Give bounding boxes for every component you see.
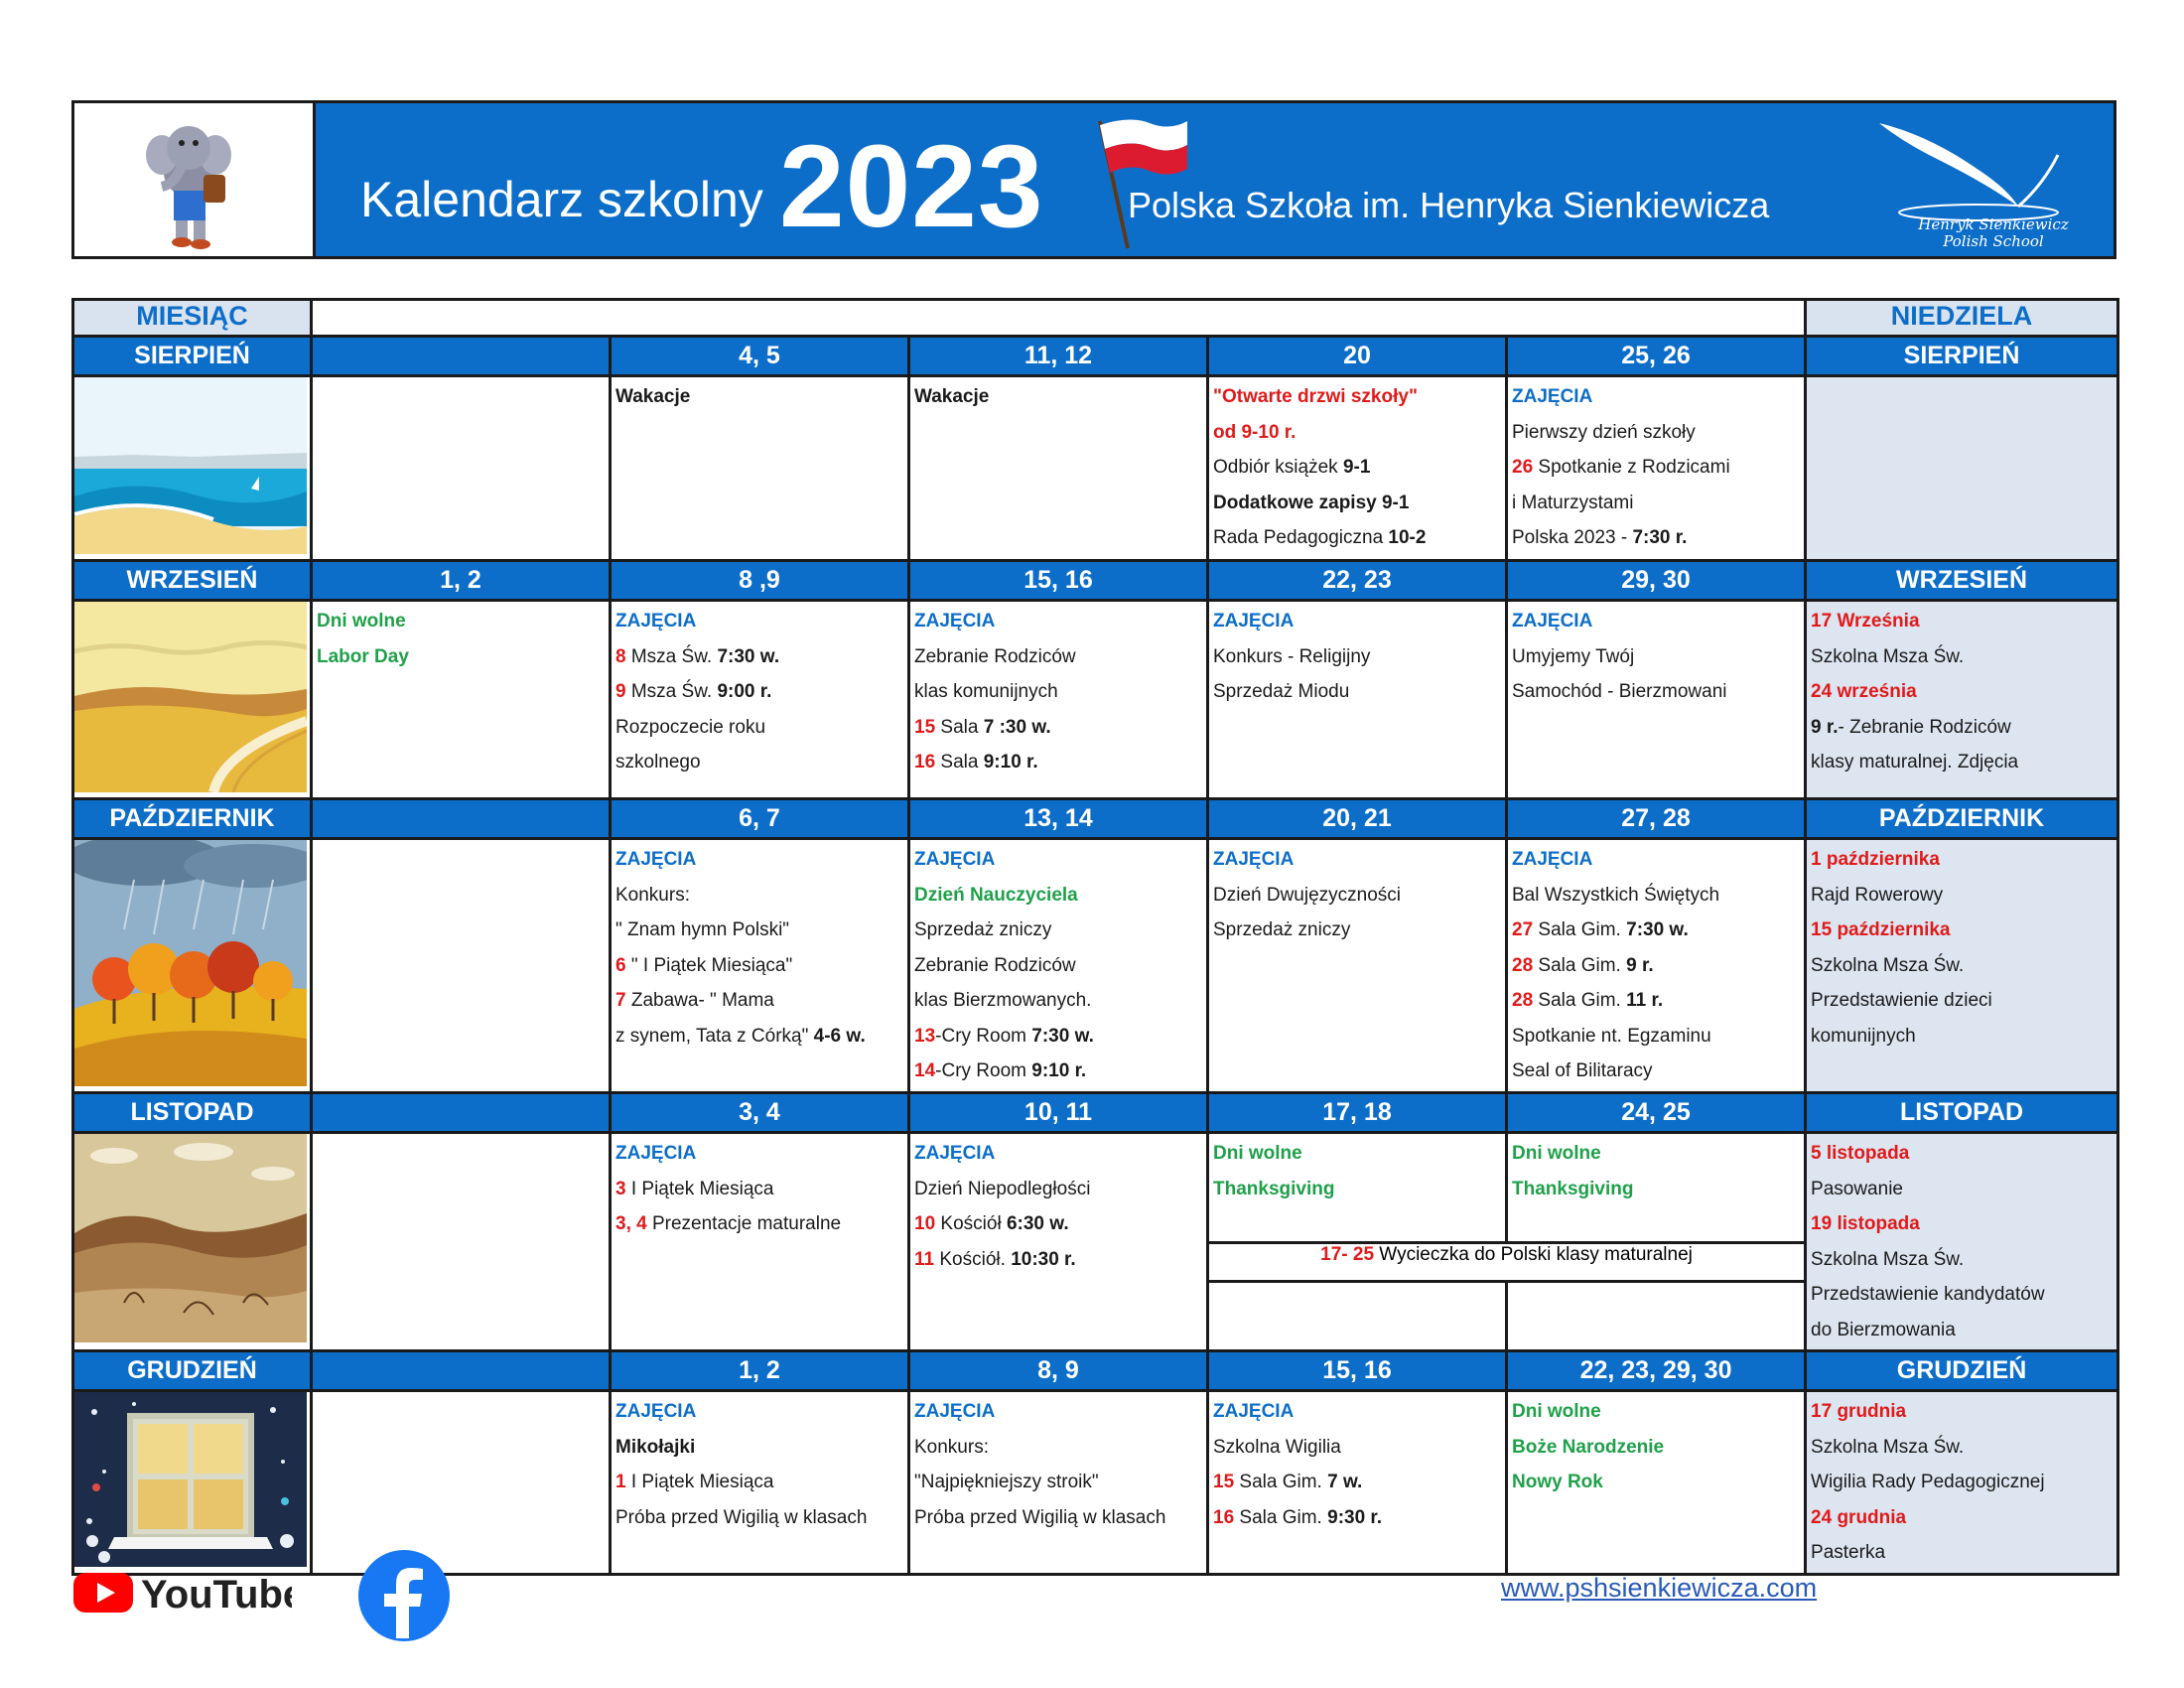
autumn-trees-illustration <box>73 839 312 1093</box>
event-line: Przedstawienie kandydatów <box>1811 1284 2045 1305</box>
event-line: z synem, Tata z Córką" 4-6 w. <box>615 1025 866 1047</box>
event-line: 16 Sala Gim. 9:30 r. <box>1213 1506 1383 1528</box>
school-name: Polska Szkoła im. Henryka Sienkiewicza <box>1128 185 1770 225</box>
calendar-year: 2023 <box>779 121 1044 252</box>
autumn-field-illustration <box>73 601 312 799</box>
event-line: 19 listopada <box>1811 1213 1920 1234</box>
sunday-cell <box>1806 1391 2118 1575</box>
week-cell <box>1208 1281 1507 1350</box>
event-line: ZAJĘCIA <box>1512 386 1593 407</box>
event-line: Labor Day <box>317 645 409 667</box>
week-dates: 25, 26 <box>1507 337 1806 376</box>
sunday-month-name: SIERPIEŃ <box>1806 337 2118 376</box>
sunday-cell <box>1806 601 2118 799</box>
event-line: 28 Sala Gim. 9 r. <box>1512 954 1654 976</box>
event-line: szkolnego <box>615 752 701 773</box>
event-line: Dodatkowe zapisy 9-1 <box>1213 492 1410 513</box>
facebook-icon[interactable] <box>357 1549 451 1642</box>
event-line: klas komunijnych <box>914 681 1058 702</box>
event-line: ZAJĘCIA <box>914 1143 996 1164</box>
week-cell <box>1507 376 1806 561</box>
calendar-title: Kalendarz szkolny <box>360 172 763 227</box>
event-line: do Bierzmowania <box>1811 1319 1956 1340</box>
week-cell <box>611 1133 909 1351</box>
event-line: Szkolna Wigilia <box>1213 1436 1341 1458</box>
week-cell <box>312 376 611 561</box>
event-line: 28 Sala Gim. 11 r. <box>1512 990 1664 1011</box>
week-dates: 6, 7 <box>611 799 909 839</box>
week-dates: 3, 4 <box>611 1093 909 1133</box>
event-line: 15 Sala Gim. 7 w. <box>1213 1472 1363 1492</box>
event-line: Samochód - Bierzmowani <box>1512 681 1727 702</box>
month-events-row <box>73 839 2118 1093</box>
event-line: Próba przed Wigilią w klasach <box>914 1506 1166 1528</box>
event-line: Konkurs - Religijny <box>1213 645 1371 667</box>
event-line: Mikołajki <box>615 1436 696 1458</box>
event-line: klas Bierzmowanych. <box>914 990 1092 1011</box>
event-line: 17 Września <box>1811 611 1920 632</box>
week-cell <box>1208 1391 1507 1575</box>
month-column-header: MIESIĄC <box>73 300 312 337</box>
event-line: "Najpiękniejszy stroik" <box>914 1472 1099 1492</box>
week-cell <box>1507 1281 1806 1350</box>
event-line: ZAJĘCIA <box>914 611 996 632</box>
week-dates <box>312 1351 611 1391</box>
event-line: 6 " I Piątek Miesiąca" <box>615 954 793 976</box>
event-line: Szkolna Msza Św. <box>1811 1248 1965 1270</box>
event-line: Zebranie Rodziców <box>914 645 1076 667</box>
week-cell <box>909 839 1208 1093</box>
event-line: Dni wolne <box>1512 1143 1601 1164</box>
week-cell <box>611 839 909 1093</box>
week-cell <box>909 601 1208 799</box>
week-dates: 22, 23, 29, 30 <box>1507 1351 1806 1391</box>
event-line: 3 I Piątek Miesiąca <box>615 1178 774 1199</box>
week-cell <box>611 601 909 799</box>
event-line: ZAJĘCIA <box>615 1143 697 1164</box>
event-line: 16 Sala 9:10 r. <box>914 752 1038 773</box>
event-line: Wigilia Rady Pedagogicznej <box>1811 1472 2045 1492</box>
sunday-month-name: LISTOPAD <box>1806 1093 2118 1133</box>
event-line: Konkurs: <box>914 1436 989 1458</box>
event-line: Dzień Nauczyciela <box>914 884 1078 906</box>
facebook-link[interactable] <box>357 1549 451 1647</box>
month-events-row <box>73 1133 2118 1243</box>
sunday-cell <box>1806 376 2118 561</box>
event-line: Wakacje <box>914 386 990 407</box>
event-line: 27 Sala Gim. 7:30 w. <box>1512 919 1689 940</box>
event-line: Dni wolne <box>317 611 406 632</box>
week-dates: 11, 12 <box>909 337 1208 376</box>
week-dates <box>312 799 611 839</box>
week-dates: 17, 18 <box>1208 1093 1507 1133</box>
event-line: ZAJĘCIA <box>615 1401 697 1422</box>
week-cell <box>312 601 611 799</box>
elephant-mascot-logo <box>74 103 316 256</box>
sunday-month-name: PAŹDZIERNIK <box>1806 799 2118 839</box>
school-logo-line2: Polish School <box>1943 232 2044 250</box>
event-line: ZAJĘCIA <box>1213 849 1295 870</box>
event-line: " Znam hymn Polski" <box>615 919 790 940</box>
event-line: Rajd Rowerowy <box>1811 884 1944 906</box>
youtube-wordmark: YouTube <box>141 1573 292 1617</box>
event-line: Szkolna Msza Św. <box>1811 954 1965 976</box>
event-line: "Otwarte drzwi szkoły" <box>1213 386 1418 407</box>
event-line: Konkurs: <box>615 884 690 906</box>
week-cell <box>1507 601 1806 799</box>
event-line: Wakacje <box>615 386 691 407</box>
event-line: Thanksgiving <box>1213 1178 1335 1199</box>
week-dates: 24, 25 <box>1507 1093 1806 1133</box>
month-header-row <box>73 337 2118 376</box>
event-line: 15 października <box>1811 919 1951 940</box>
event-line: Próba przed Wigilią w klasach <box>615 1506 868 1528</box>
week-cell <box>1208 1133 1507 1243</box>
event-line: Dni wolne <box>1512 1401 1601 1422</box>
event-line: 26 Spotkanie z Rodzicami <box>1512 457 1730 478</box>
month-header-row <box>73 1351 2118 1391</box>
event-line: 10 Kościół 6:30 w. <box>914 1213 1069 1234</box>
event-line: 11 Kościół. 10:30 r. <box>914 1248 1076 1270</box>
month-name: SIERPIEŃ <box>73 337 312 376</box>
week-dates: 1, 2 <box>312 561 611 601</box>
school-logo-line1: Henryk Sienkiewicz <box>1918 215 2069 233</box>
event-line: Sprzedaż Miodu <box>1213 681 1350 702</box>
event-line: Dni wolne <box>1213 1143 1302 1164</box>
event-line: ZAJĘCIA <box>1213 611 1295 632</box>
winter-window-illustration <box>73 1391 312 1575</box>
sunday-month-name: GRUDZIEŃ <box>1806 1351 2118 1391</box>
month-events-row <box>73 1391 2118 1575</box>
week-cell <box>909 376 1208 561</box>
week-cell <box>312 839 611 1093</box>
event-line: Pierwszy dzień szkoły <box>1512 421 1696 443</box>
event-line: Rada Pedagogiczna 10-2 <box>1213 527 1427 548</box>
week-dates: 22, 23 <box>1208 561 1507 601</box>
event-line: Sprzedaż zniczy <box>914 919 1052 940</box>
event-line: Dzień Niepodległości <box>914 1178 1091 1199</box>
week-cell <box>1507 1133 1806 1243</box>
summer-beach-illustration <box>73 376 312 561</box>
event-line: 14-Cry Room 9:10 r. <box>914 1060 1087 1081</box>
calendar-header <box>71 100 2116 259</box>
event-line: Spotkanie nt. Egzaminu <box>1512 1025 1711 1047</box>
event-line: Seal of Bilitaracy <box>1512 1060 1653 1081</box>
month-events-row <box>73 601 2118 799</box>
week-dates: 1, 2 <box>611 1351 909 1391</box>
week-dates: 20, 21 <box>1208 799 1507 839</box>
month-name: GRUDZIEŃ <box>73 1351 312 1391</box>
month-name: PAŹDZIERNIK <box>73 799 312 839</box>
week-cell <box>611 376 909 561</box>
event-line: Nowy Rok <box>1512 1472 1603 1492</box>
event-line: ZAJĘCIA <box>1213 1401 1295 1422</box>
month-name: LISTOPAD <box>73 1093 312 1133</box>
event-line: 5 listopada <box>1811 1143 1910 1164</box>
week-dates <box>312 337 611 376</box>
month-name: WRZESIEŃ <box>73 561 312 601</box>
event-line: ZAJĘCIA <box>1512 611 1593 632</box>
week-cell <box>1208 839 1507 1093</box>
website-link[interactable]: www.pshsienkiewicza.com <box>1501 1573 1818 1603</box>
event-line: ZAJĘCIA <box>615 611 697 632</box>
week-dates: 8 ,9 <box>611 561 909 601</box>
header-band <box>316 103 2114 256</box>
school-logo-text <box>1884 216 2103 250</box>
event-line: 24 września <box>1811 681 1917 702</box>
event-line: 24 grudnia <box>1811 1506 1907 1528</box>
event-line: ZAJĘCIA <box>1512 849 1593 870</box>
trip-banner: 17- 25 Wycieczka do Polski klasy maturalnej <box>1208 1242 1806 1281</box>
event-line: Pasowanie <box>1811 1178 1903 1199</box>
week-cell <box>909 1391 1208 1575</box>
week-cell <box>1507 839 1806 1093</box>
week-dates: 15, 16 <box>1208 1351 1507 1391</box>
event-line: Bal Wszystkich Świętych <box>1512 884 1720 906</box>
week-cell <box>611 1391 909 1575</box>
event-line: Polska 2023 - 7:30 r. <box>1512 527 1688 548</box>
desert-landscape-illustration <box>73 1133 312 1351</box>
event-line: klasy maturalnej. Zdjęcia <box>1811 752 2019 773</box>
week-cell <box>1208 601 1507 799</box>
week-dates: 4, 5 <box>611 337 909 376</box>
event-line: ZAJĘCIA <box>914 1401 996 1422</box>
event-line: i Maturzystami <box>1512 492 1634 513</box>
week-dates: 15, 16 <box>909 561 1208 601</box>
sunday-cell <box>1806 839 2118 1093</box>
event-line: 15 Sala 7 :30 w. <box>914 716 1051 738</box>
week-dates: 10, 11 <box>909 1093 1208 1133</box>
week-cell <box>1507 1391 1806 1575</box>
event-line: 1 października <box>1811 849 1940 870</box>
week-cell <box>909 1133 1208 1351</box>
event-line: 9 Msza Św. 9:00 r. <box>615 681 772 702</box>
event-line: Odbiór książek 9-1 <box>1213 457 1371 478</box>
sunday-cell <box>1806 1133 2118 1351</box>
event-line: Rozpoczecie roku <box>615 716 766 738</box>
event-line: 1 I Piątek Miesiąca <box>615 1472 774 1492</box>
event-line: Dzień Dwujęzyczności <box>1213 884 1402 906</box>
event-line: 3, 4 Prezentacje maturalne <box>615 1213 842 1234</box>
event-line: od 9-10 r. <box>1213 421 1297 443</box>
event-line: ZAJĘCIA <box>914 849 996 870</box>
week-dates: 29, 30 <box>1507 561 1806 601</box>
event-line: Thanksgiving <box>1512 1178 1634 1199</box>
calendar-table <box>71 298 2119 1576</box>
week-cell <box>312 1391 611 1575</box>
event-line: Zebranie Rodziców <box>914 954 1076 976</box>
week-dates: 20 <box>1208 337 1507 376</box>
youtube-link[interactable] <box>73 1565 292 1623</box>
sunday-month-name: WRZESIEŃ <box>1806 561 2118 601</box>
event-line: 17 grudnia <box>1811 1401 1907 1422</box>
week-cell <box>312 1133 611 1351</box>
week-dates: 8, 9 <box>909 1351 1208 1391</box>
event-line: Szkolna Msza Św. <box>1811 1436 1965 1458</box>
event-line: 13-Cry Room 7:30 w. <box>914 1025 1094 1047</box>
event-line: Pasterka <box>1811 1542 1886 1563</box>
event-line: 8 Msza Św. 7:30 w. <box>615 645 780 667</box>
event-line: Szkolna Msza Św. <box>1811 645 1965 667</box>
event-line: Boże Narodzenie <box>1512 1436 1665 1458</box>
month-header-row <box>73 1093 2118 1133</box>
month-header-row <box>73 799 2118 839</box>
event-line: 9 r.- Zebranie Rodziców <box>1811 716 2011 738</box>
event-line: Umyjemy Twój <box>1512 645 1635 667</box>
month-header-row <box>73 561 2118 601</box>
quill-logo-icon <box>1869 115 2068 224</box>
week-header-blank <box>312 300 1806 337</box>
event-line: komunijnych <box>1811 1025 1916 1047</box>
event-line: Przedstawienie dzieci <box>1811 990 1992 1011</box>
event-line: Sprzedaż zniczy <box>1213 919 1351 940</box>
event-line: 7 Zabawa- " Mama <box>615 990 774 1011</box>
sunday-column-header: NIEDZIELA <box>1806 300 2118 337</box>
event-line: ZAJĘCIA <box>615 849 697 870</box>
month-events-row <box>73 376 2118 561</box>
week-dates <box>312 1093 611 1133</box>
week-cell <box>1208 376 1507 561</box>
week-dates: 27, 28 <box>1507 799 1806 839</box>
week-dates: 13, 14 <box>909 799 1208 839</box>
